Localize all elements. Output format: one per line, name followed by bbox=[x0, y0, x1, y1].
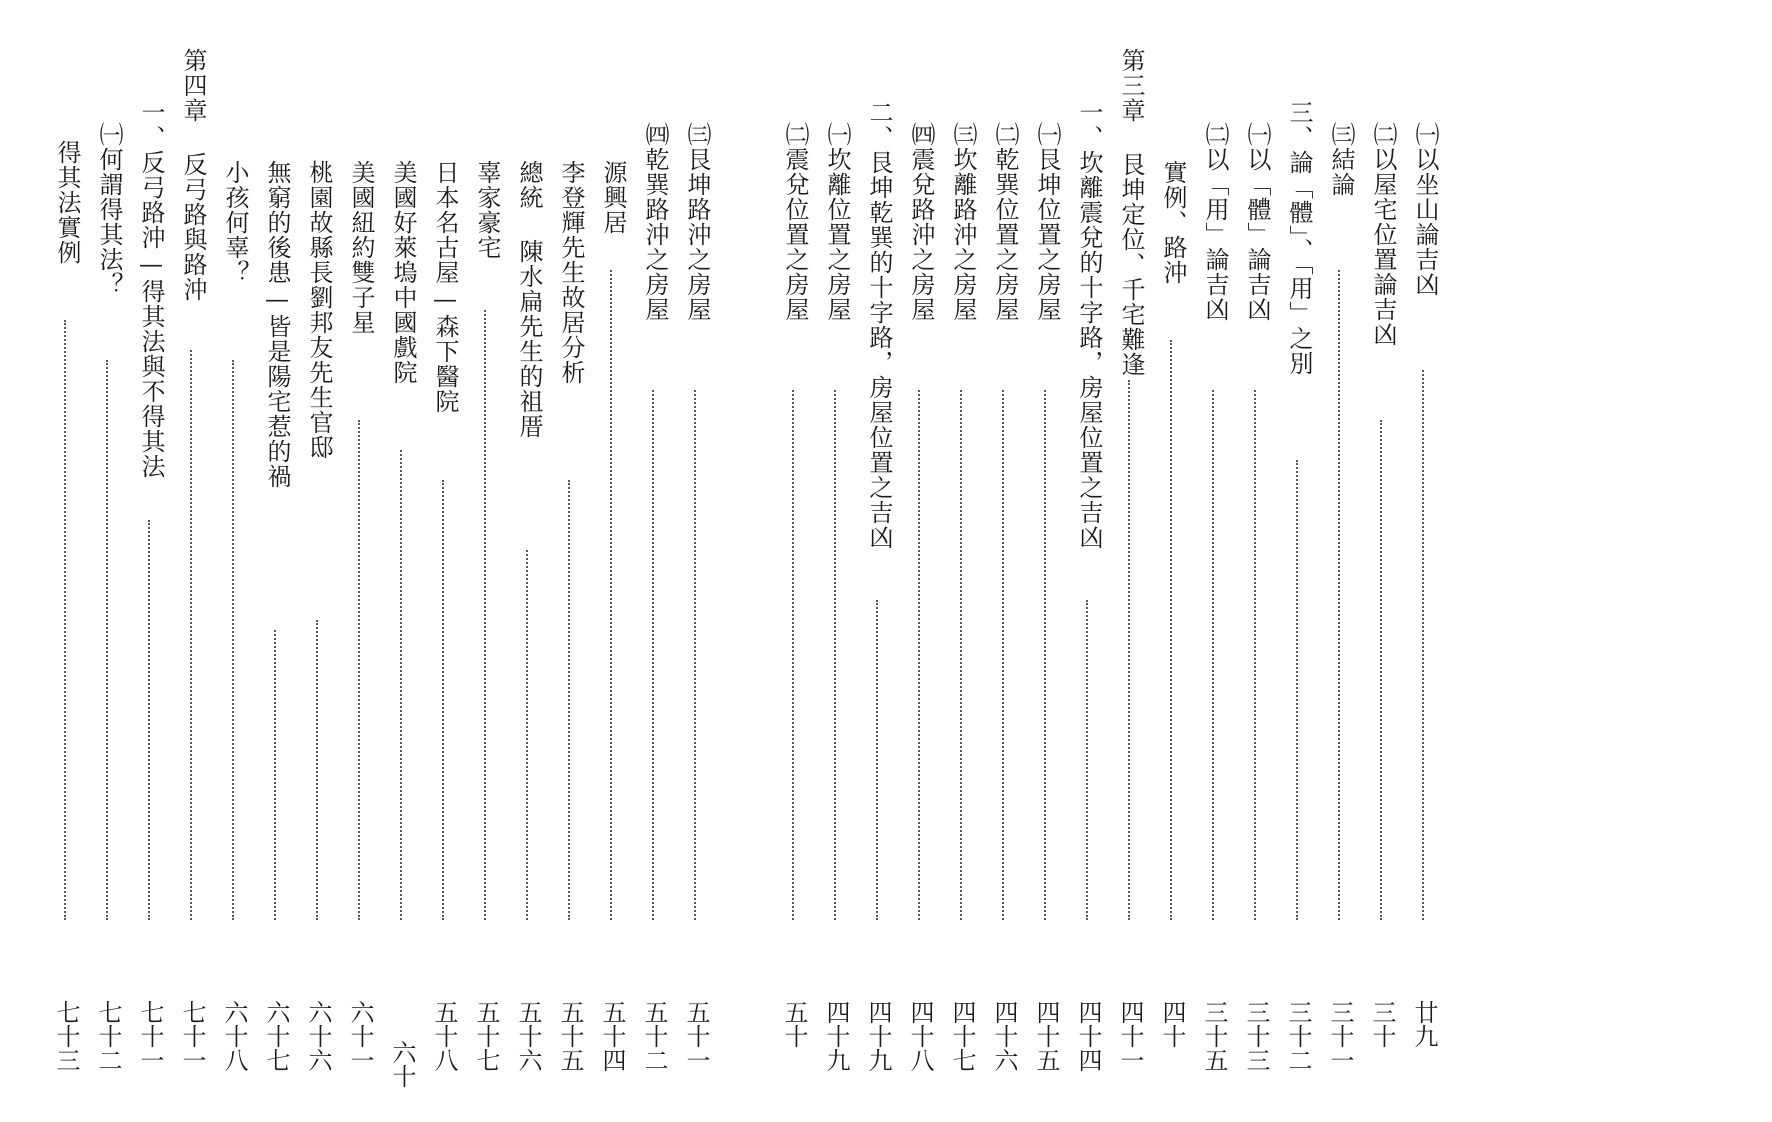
toc-title: ㈡乾巽位置之房屋 bbox=[991, 122, 1019, 322]
dot-leader bbox=[526, 550, 528, 920]
toc-page-number: 六十六 bbox=[304, 1000, 332, 1072]
dot-leader bbox=[1212, 390, 1214, 920]
toc-entry bbox=[256, 60, 296, 1110]
toc-page-number: 四十四 bbox=[1074, 1000, 1102, 1072]
toc-entry bbox=[1278, 60, 1318, 1110]
dot-leader bbox=[148, 520, 150, 920]
toc-title: 第四章 反弓路與路沖 bbox=[179, 48, 207, 302]
toc-entry bbox=[1362, 60, 1402, 1110]
toc-page-number: 四十八 bbox=[906, 1000, 934, 1072]
toc-entry bbox=[1194, 60, 1234, 1110]
dot-leader bbox=[274, 630, 276, 920]
toc-title: ㈣震兌路沖之房屋 bbox=[907, 122, 935, 322]
toc-page-number: 三十 bbox=[1368, 1000, 1396, 1048]
toc-title: ㈢坎離路沖之房屋 bbox=[949, 122, 977, 322]
dot-leader bbox=[106, 360, 108, 920]
toc-page-number: 三十一 bbox=[1326, 1000, 1354, 1072]
toc-entry bbox=[1110, 48, 1150, 1110]
toc-page-number: 四十六 bbox=[990, 1000, 1018, 1072]
toc-title: 得其法實例 bbox=[53, 140, 81, 265]
toc-page-number: 三十三 bbox=[1242, 1000, 1270, 1072]
toc-entry bbox=[466, 60, 506, 1110]
dot-leader bbox=[610, 270, 612, 920]
toc-entry bbox=[88, 60, 128, 1110]
dot-leader bbox=[358, 420, 360, 920]
toc-page-number: 四十五 bbox=[1032, 1000, 1060, 1072]
toc-entry bbox=[1236, 60, 1276, 1110]
toc-entry bbox=[214, 60, 254, 1110]
toc-title: ㈣乾巽路沖之房屋 bbox=[641, 122, 669, 322]
toc-title: 一、坎離震兌的十字路，房屋位置之吉凶 bbox=[1075, 100, 1103, 550]
dot-leader bbox=[442, 480, 444, 920]
toc-title: ㈠何謂得其法？ bbox=[95, 122, 123, 297]
toc-page-number: 六十八 bbox=[220, 1000, 248, 1072]
dot-leader bbox=[792, 390, 794, 920]
toc-entry bbox=[1152, 60, 1192, 1110]
toc-entry bbox=[424, 60, 464, 1110]
toc-title: 第三章 艮坤定位、千宅難逢 bbox=[1117, 48, 1145, 377]
toc-title: 辜家豪宅 bbox=[473, 160, 501, 260]
toc-entry bbox=[298, 60, 338, 1110]
dot-leader bbox=[232, 360, 234, 920]
dot-leader bbox=[1296, 460, 1298, 920]
toc-title: ㈡震兌位置之房屋 bbox=[781, 122, 809, 322]
toc-title: 小孩何辜？ bbox=[221, 160, 249, 285]
toc-entry bbox=[858, 60, 898, 1110]
toc-entry bbox=[340, 60, 380, 1110]
dot-leader bbox=[652, 390, 654, 920]
toc-page-number: 七十二 bbox=[94, 1000, 122, 1072]
toc-title: 日本名古屋—森下醫院 bbox=[431, 160, 459, 414]
toc-page-number: 五十五 bbox=[556, 1000, 584, 1072]
toc-entry bbox=[1404, 60, 1444, 1110]
toc-title: ㈡以屋宅位置論吉凶 bbox=[1369, 122, 1397, 347]
toc-page-number: 五十八 bbox=[430, 1000, 458, 1072]
toc-page-number: 六十七 bbox=[262, 1000, 290, 1072]
toc-entry bbox=[508, 60, 548, 1110]
dot-leader bbox=[1002, 390, 1004, 920]
toc-page-number: 七十三 bbox=[52, 1000, 80, 1072]
toc-title: ㈢結論 bbox=[1327, 122, 1355, 197]
dot-leader bbox=[876, 600, 878, 920]
dot-leader bbox=[1338, 270, 1340, 920]
toc-entry bbox=[1068, 60, 1108, 1110]
dot-leader bbox=[1044, 390, 1046, 920]
toc-page-number: 五十六 bbox=[514, 1000, 542, 1072]
toc-title: ㈠以坐山論吉凶 bbox=[1411, 122, 1439, 297]
toc-page-number: 七十一 bbox=[136, 1000, 164, 1072]
toc-page-number: 廿九 bbox=[1410, 1000, 1438, 1048]
dot-leader bbox=[64, 320, 66, 920]
toc-page-number: 六十一 bbox=[346, 1000, 374, 1072]
toc-entry bbox=[942, 60, 982, 1110]
toc-page-number: 七十一 bbox=[178, 1000, 206, 1072]
toc-title: ㈠以「體」論吉凶 bbox=[1243, 122, 1271, 322]
toc-title: ㈢艮坤路沖之房屋 bbox=[683, 122, 711, 322]
dot-leader bbox=[694, 390, 696, 920]
toc-entry bbox=[130, 60, 170, 1110]
dot-leader bbox=[1254, 390, 1256, 920]
toc-title: 美國紐約雙子星 bbox=[347, 160, 375, 335]
toc-title: 無窮的後患—皆是陽宅惹的禍 bbox=[263, 160, 291, 489]
toc-page-number: 五十 bbox=[780, 1000, 808, 1048]
dot-leader bbox=[1380, 420, 1382, 920]
toc-entry bbox=[1320, 60, 1360, 1110]
toc-page-number: 五十二 bbox=[640, 1000, 668, 1072]
toc-entry bbox=[46, 60, 86, 1110]
toc-title: ㈠艮坤位置之房屋 bbox=[1033, 122, 1061, 322]
toc-entry bbox=[172, 48, 212, 1110]
toc-title: 李登輝先生故居分析 bbox=[557, 160, 585, 385]
toc-entry bbox=[816, 60, 856, 1110]
toc-entry bbox=[592, 60, 632, 1110]
dot-leader bbox=[918, 390, 920, 920]
toc-title: 美國好萊塢中國戲院 bbox=[389, 160, 417, 385]
toc-title: 實例、路沖 bbox=[1159, 160, 1187, 285]
toc-entry bbox=[382, 60, 422, 1110]
toc-page-number: 四十九 bbox=[864, 1000, 892, 1072]
dot-leader bbox=[1170, 340, 1172, 920]
toc-title: 三、論「體」、「用」之別 bbox=[1285, 100, 1313, 376]
toc-entry bbox=[634, 60, 674, 1110]
dot-leader bbox=[568, 480, 570, 920]
toc-page-number: 五十一 bbox=[682, 1000, 710, 1072]
toc-page-number: 三十二 bbox=[1284, 1000, 1312, 1072]
dot-leader bbox=[316, 620, 318, 920]
dot-leader bbox=[960, 390, 962, 920]
toc-title: 二、艮坤乾巽的十字路，房屋位置之吉凶 bbox=[865, 100, 893, 550]
toc-entry bbox=[774, 60, 814, 1110]
toc-page-number: 四十七 bbox=[948, 1000, 976, 1072]
toc-title: 總統 陳水扁先生的祖厝 bbox=[515, 160, 543, 439]
dot-leader bbox=[1422, 370, 1424, 920]
toc-title: 源興居 bbox=[599, 160, 627, 235]
toc-entry bbox=[1026, 60, 1066, 1110]
toc-page-number: 五十七 bbox=[472, 1000, 500, 1072]
dot-leader bbox=[834, 390, 836, 920]
toc-title: 一、反弓路沖—得其法與不得其法 bbox=[137, 100, 165, 479]
toc-title: ㈠坎離位置之房屋 bbox=[823, 122, 851, 322]
dot-leader bbox=[484, 310, 486, 920]
dot-leader bbox=[1128, 380, 1130, 920]
dot-leader bbox=[400, 450, 402, 920]
toc-page-number: 五十四 bbox=[598, 1000, 626, 1072]
toc-page-number: 三十五 bbox=[1200, 1000, 1228, 1072]
toc-page-number: 六十 bbox=[388, 1040, 416, 1088]
dot-leader bbox=[190, 350, 192, 920]
toc-title: 桃園故縣長劉邦友先生官邸 bbox=[305, 160, 333, 460]
toc-page-number: 四十九 bbox=[822, 1000, 850, 1072]
toc-entry bbox=[984, 60, 1024, 1110]
toc-page-number: 四十 bbox=[1158, 1000, 1186, 1048]
dot-leader bbox=[1086, 600, 1088, 920]
toc-page-number: 四十一 bbox=[1116, 1000, 1144, 1072]
toc-entry bbox=[900, 60, 940, 1110]
toc-entry bbox=[676, 60, 716, 1110]
toc-entry bbox=[550, 60, 590, 1110]
toc-title: ㈡以「用」論吉凶 bbox=[1201, 122, 1229, 322]
